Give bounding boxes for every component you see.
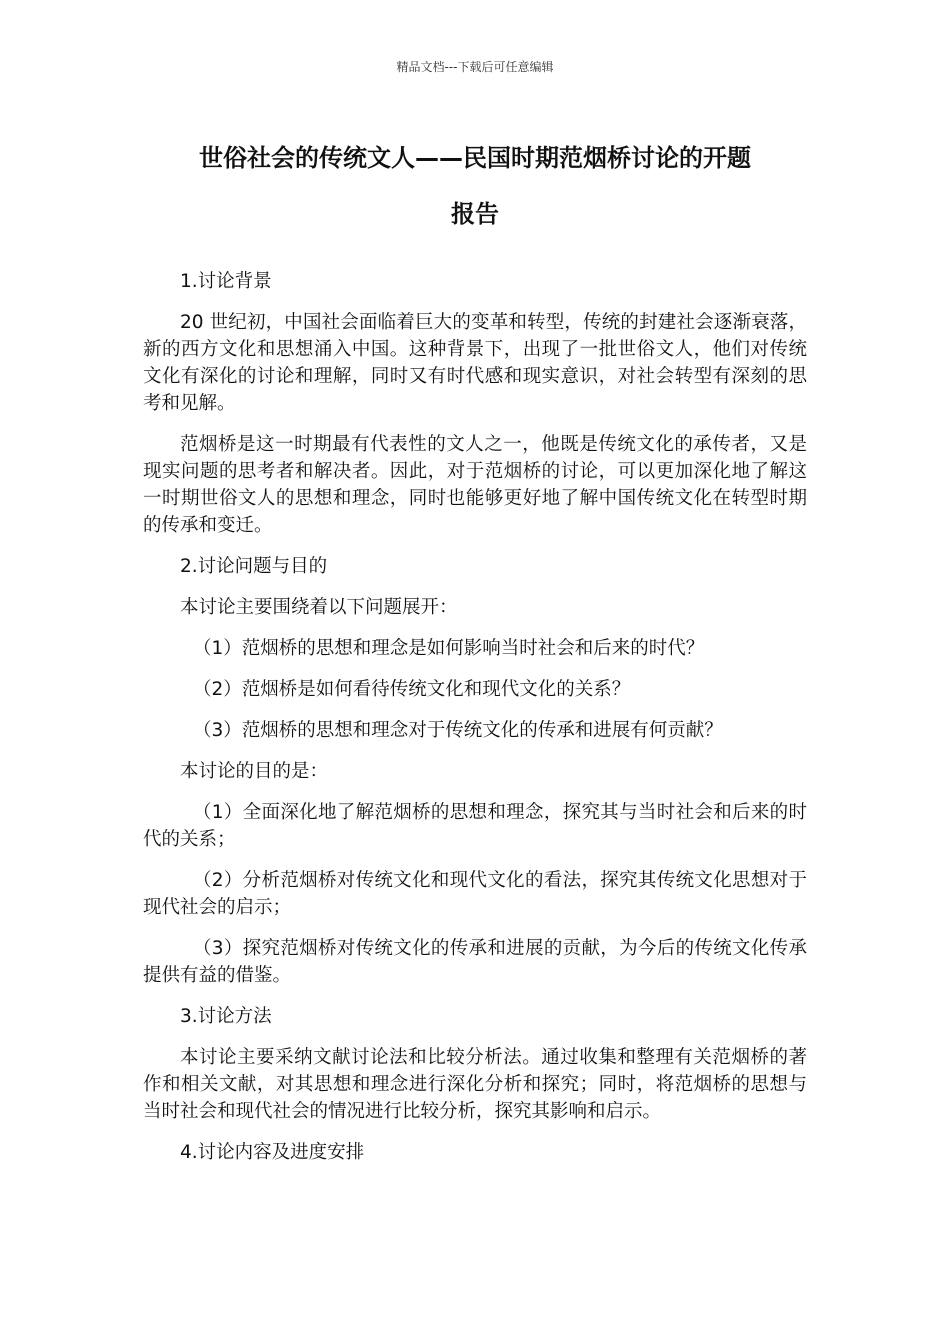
section-2-intro: 本讨论主要围绕着以下问题展开： — [180, 597, 458, 618]
section-1-paragraph-1: 20 世纪初，中国社会面临着巨大的变革和转型，传统的封建社会逐渐衰落，新的西方文化和思想涌入中国。这种背景下，出现了一批世俗文人，他们对传统文化有深化的讨论和理解，同时又有时代感和现实意识，对社会转型有深刻的思考和见解。 — [143, 312, 807, 414]
section-4-heading: 4.讨论内容及进度安排 — [180, 1142, 365, 1163]
section-2-heading: 2.讨论问题与目的 — [180, 556, 328, 577]
section-3-heading: 3.讨论方法 — [180, 1006, 272, 1027]
goal-3: （3）探究范烟桥对传统文化的传承和进展的贡献，为今后的传统文化传承提供有益的借鉴。 — [143, 938, 807, 986]
goal-2: （2）分析范烟桥对传统文化和现代文化的看法，探究其传统文化思想对于现代社会的启示； — [143, 870, 807, 918]
goal-1: （1）全面深化地了解范烟桥的思想和理念，探究其与当时社会和后来的时代的关系； — [143, 802, 807, 850]
document-title — [140, 130, 810, 242]
section-1-heading: 1.讨论背景 — [180, 271, 272, 292]
title-line-1: 世俗社会的传统文人——民国时期范烟桥讨论的开题 — [199, 144, 751, 172]
question-1: （1）范烟桥的思想和理念是如何影响当时社会和后来的时代？ — [192, 638, 705, 659]
document-body — [143, 268, 807, 1180]
title-line-2: 报告 — [451, 200, 499, 228]
section-3-paragraph-1: 本讨论主要采纳文献讨论法和比较分析法。通过收集和整理有关范烟桥的著作和相关文献，对其思想和理念进行深化分析和探究；同时，将范烟桥的思想与当时社会和现代社会的情况进行比较分析，探究其影响和启示。 — [143, 1047, 807, 1122]
section-1-paragraph-2: 范烟桥是这一时期最有代表性的文人之一，他既是传统文化的承传者，又是现实问题的思考者和解决者。因此，对于范烟桥的讨论，可以更加深化地了解这一时期世俗文人的思想和理念，同时也能够更好地了解中国传统文化在转型时期的传承和变迁。 — [143, 434, 807, 536]
header-note: 精品文档---下载后可任意编辑 — [396, 60, 554, 74]
question-2: （2）范烟桥是如何看待传统文化和现代文化的关系？ — [192, 679, 631, 700]
section-2-goal-intro: 本讨论的目的是： — [180, 761, 329, 782]
question-3: （3）范烟桥的思想和理念对于传统文化的传承和进展有何贡献？ — [192, 720, 723, 741]
